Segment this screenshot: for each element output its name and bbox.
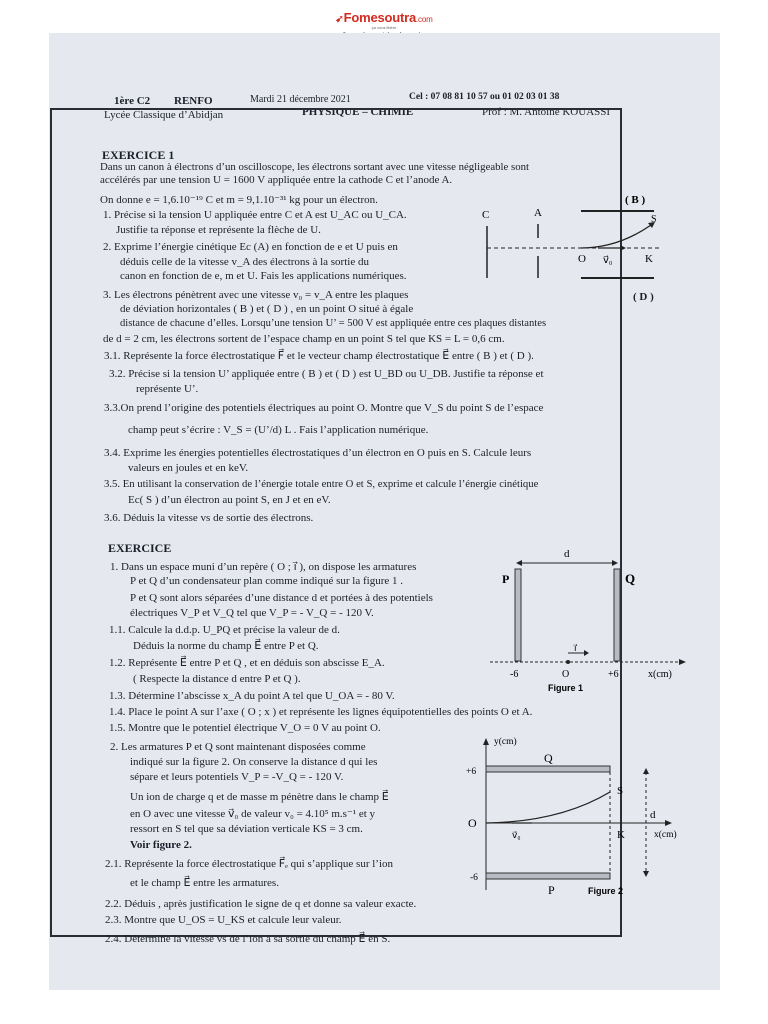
- ex2-line: et le champ E⃗ entre les armatures.: [130, 877, 279, 889]
- plate-d-label: ( D ): [633, 291, 654, 303]
- electron-gun-diagram: [478, 192, 666, 288]
- ex1-line: Justifie ta réponse et représente la flèche de U.: [116, 224, 321, 236]
- ex2-line: 2. Les armatures P et Q sont maintenant disposées comme: [110, 741, 366, 753]
- header-class: 1ère C2: [114, 95, 151, 107]
- ex1-line: Dans un canon à électrons d’un oscilloscope, les électrons sortant avec une vitesse négligeable sont: [100, 161, 530, 173]
- plate-p-label: P: [548, 883, 555, 897]
- ex1-line: représente U’.: [136, 383, 199, 395]
- origin-point: [566, 660, 570, 664]
- logo-title: ➹Fomesoutra.com: [335, 10, 433, 25]
- exercise1-title: EXERCICE 1: [102, 148, 175, 162]
- ex2-line: sépare et leurs potentiels V_P = -V_Q = - 120 V.: [130, 771, 344, 783]
- ex2-line: électriques V_P et V_Q tel que V_P = - V_Q = - 120 V.: [130, 607, 374, 619]
- header-session: RENFO: [174, 95, 213, 107]
- ex2-line: en O avec une vitesse v⃗₀ de valeur v₀ = 4.10⁵ m.s⁻¹ et y: [130, 808, 376, 820]
- distance-d-label: d: [564, 548, 570, 560]
- ex1-line: canon en fonction de e, m et U. Fais les applications numériques.: [120, 270, 407, 282]
- figure-1-capacitor: [490, 545, 690, 695]
- ex1-line: 3.5. En utilisant la conservation de l’énergie totale entre O et S, exprime et calcule l’énergie cinétique: [104, 478, 539, 490]
- header-subject: PHYSIQUE – CHIMIE: [302, 106, 414, 118]
- point-k-label: K: [617, 829, 625, 841]
- unit-vector-label: i⃗: [574, 643, 577, 653]
- ex2-line: Un ion de charge q et de masse m pénètre dans le champ E⃗: [130, 791, 389, 803]
- ex2-line: 1.1. Calcule la d.d.p. U_PQ et précise la valeur de d.: [109, 624, 340, 636]
- origin-label: O: [468, 816, 477, 830]
- tick-origin: O: [562, 669, 570, 680]
- ex1-line: On donne e = 1,6.10⁻¹⁹ C et m = 9,1.10⁻³¹ kg pour un électron.: [100, 194, 378, 206]
- x-axis-label: x(cm): [648, 669, 672, 680]
- ex2-line: 1.4. Place le point A sur l’axe ( O ; x ) et représente les lignes équipotentielles des points O et A.: [109, 706, 533, 718]
- ex1-line: 2. Exprime l’énergie cinétique Ec (A) en fonction de e et U puis en: [103, 241, 398, 253]
- ex2-line: 1. Dans un espace muni d’un repère ( O ; i⃗ ), on dispose les armatures: [110, 561, 417, 573]
- ex2-line: 2.2. Déduis , après justification le signe de q et donne sa valeur exacte.: [105, 898, 417, 910]
- plate-p: [486, 873, 610, 879]
- ex2-line: P et Q d’un condensateur plan comme indiqué sur la figure 1 .: [130, 575, 403, 587]
- v0-label: v⃗₀: [512, 830, 521, 840]
- ex1-line: de d = 2 cm, les électrons sortent de l’espace champ en un point S tel que KS = L = 0,6 cm.: [103, 333, 505, 345]
- figure-1-caption: Figure 1: [548, 683, 584, 693]
- point-s-label: S: [617, 785, 624, 797]
- ex2-line: 2.4. Détermine la vitesse vs de l’ion à sa sortie du champ E⃗ en S.: [105, 933, 391, 945]
- header-teacher: Prof : M. Antoine KOUASSI: [482, 106, 611, 118]
- tick-minus6: -6: [470, 873, 478, 883]
- ex1-line: 3. Les électrons pénètrent avec une vitesse v₀ = v_A entre les plaques: [103, 289, 409, 301]
- ex1-line: déduis celle de la vitesse v_A des électrons à la sortie du: [120, 256, 369, 268]
- ex1-line: Ec( S ) d’un électron au point S, en J et en eV.: [128, 494, 331, 506]
- ex1-line: accélérés par une tension U = 1600 V appliquée entre la cathode C et l’anode A.: [100, 174, 453, 186]
- point-s-label: S: [651, 214, 657, 225]
- ex2-line: 1.2. Représente E⃗ entre P et Q , et en déduis son abscisse E_A.: [109, 657, 385, 669]
- ex2-line: indiqué sur la figure 2. On conserve la distance d qui les: [130, 756, 378, 768]
- distance-d-label: d: [650, 809, 656, 821]
- ex2-line: ( Respecte la distance d entre P et Q ).: [133, 673, 301, 685]
- x-axis-label: x(cm): [654, 830, 677, 840]
- plate-p: [515, 569, 521, 661]
- ion-trajectory: [486, 792, 610, 823]
- ex1-line: valeurs en joules et en keV.: [128, 462, 249, 474]
- header-school: Lycée Classique d’Abidjan: [104, 109, 224, 121]
- ex2-line: Voir figure 2.: [130, 839, 192, 851]
- y-axis-label: y(cm): [494, 737, 517, 747]
- tick-minus6: -6: [510, 669, 519, 680]
- ex1-line: champ peut s’écrire : V_S = (U’/d) L . Fais l’application numérique.: [128, 424, 429, 436]
- ex2-line: ressort en S tel que sa déviation verticale KS = 3 cm.: [130, 823, 363, 835]
- header-date: Mardi 21 décembre 2021: [250, 94, 351, 105]
- ex2-line: 2.1. Représente la force électrostatique F⃗ₑ qui s’applique sur l’ion: [105, 858, 394, 870]
- ex2-line: 1.5. Montre que le potentiel électrique V_O = 0 V au point O.: [109, 722, 381, 734]
- ex1-line: 3.4. Exprime les énergies potentielles électrostatiques d’un électron en O puis en S. Calcule leurs: [104, 447, 532, 459]
- logo-tagline: ça vous libère: [371, 25, 397, 30]
- electron-trajectory: [581, 225, 651, 248]
- ex1-line: distance de chacune d’elles. Lorsqu’une tension U’ = 500 V est appliquée entre ces plaques distantes: [120, 318, 547, 329]
- exercise2-title: EXERCICE: [108, 541, 172, 555]
- header-phone: Cel : 07 08 81 10 57 ou 01 02 03 01 38: [409, 92, 560, 102]
- plate-q: [486, 766, 610, 772]
- plate-q-label: Q: [625, 571, 636, 586]
- cathode-label: C: [482, 209, 490, 221]
- ex1-line: 1. Précise si la tension U appliquée entre C et A est U_AC ou U_CA.: [103, 209, 407, 221]
- ex2-line: Déduis la norme du champ E⃗ entre P et Q.: [133, 640, 319, 652]
- anode-label: A: [534, 207, 542, 219]
- tick-plus6: +6: [608, 669, 619, 680]
- tick-plus6: +6: [466, 767, 477, 777]
- figure-2-ion-deflection: [460, 730, 690, 904]
- ex1-line: 3.6. Déduis la vitesse vs de sortie des électrons.: [104, 512, 314, 524]
- plate-p-label: P: [502, 572, 510, 586]
- ex1-line: 3.3.On prend l’origine des potentiels électriques au point O. Montre que V_S du point S de l’espace: [104, 402, 544, 414]
- ex2-line: 1.3. Détermine l’abscisse x_A du point A tel que U_OA = - 80 V.: [109, 690, 395, 702]
- ex1-line: 3.1. Représente la force électrostatique F⃗ et le vecteur champ électrostatique E⃗ entre ( B ) et ( D ).: [104, 350, 534, 362]
- plate-q-label: Q: [544, 751, 553, 765]
- plate-q: [614, 569, 620, 661]
- ex1-line: 3.2. Précise si la tension U’ appliquée entre ( B ) et ( D ) est U_BD ou U_DB. Justifie ta réponse et: [109, 368, 544, 380]
- unit-vector-arrow: [584, 650, 589, 656]
- v0-arrow: [620, 245, 626, 251]
- ex2-line: P et Q sont alors séparées d’une distance d et portées à des potentiels: [130, 592, 433, 604]
- v0-label: v⃗₀: [603, 255, 613, 266]
- ex2-line: 2.3. Montre que U_OS = U_KS et calcule leur valeur.: [105, 914, 342, 926]
- plate-b-label: ( B ): [625, 194, 646, 206]
- point-o-label: O: [578, 253, 586, 265]
- point-k-label: K: [645, 253, 653, 265]
- figure-2-caption: Figure 2: [588, 886, 624, 896]
- ex1-line: de déviation horizontales ( B ) et ( D ) , en un point O situé à égale: [120, 303, 414, 315]
